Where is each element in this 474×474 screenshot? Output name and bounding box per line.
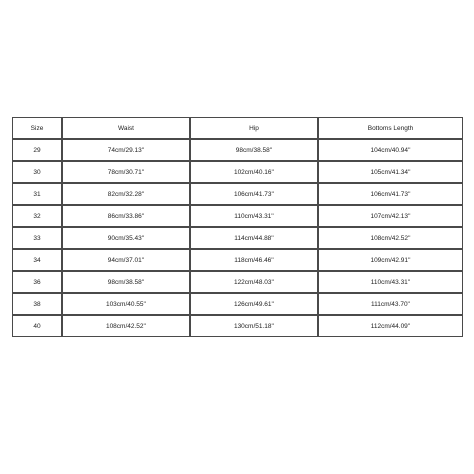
waist-cell: 82cm/32.28'' — [62, 183, 190, 205]
header-size: Size — [12, 117, 62, 139]
size-cell: 30 — [12, 161, 62, 183]
waist-cell: 94cm/37.01'' — [62, 249, 190, 271]
hip-cell: 106cm/41.73'' — [190, 183, 318, 205]
waist-cell: 90cm/35.43'' — [62, 227, 190, 249]
bottoms-length-cell: 110cm/43.31'' — [318, 271, 463, 293]
waist-cell: 98cm/38.58'' — [62, 271, 190, 293]
size-cell: 33 — [12, 227, 62, 249]
bottoms-length-cell: 112cm/44.09'' — [318, 315, 463, 337]
size-chart-body — [12, 139, 463, 337]
table-row — [12, 161, 463, 183]
size-chart-header — [12, 117, 463, 139]
header-waist: Waist — [62, 117, 190, 139]
size-cell: 31 — [12, 183, 62, 205]
waist-cell: 78cm/30.71'' — [62, 161, 190, 183]
table-row — [12, 271, 463, 293]
table-row — [12, 227, 463, 249]
table-row — [12, 205, 463, 227]
table-row — [12, 315, 463, 337]
table-row — [12, 249, 463, 271]
header-row — [12, 117, 463, 139]
hip-cell: 110cm/43.31'' — [190, 205, 318, 227]
bottoms-length-cell: 104cm/40.94'' — [318, 139, 463, 161]
table-row — [12, 139, 463, 161]
table-row — [12, 183, 463, 205]
bottoms-length-cell: 108cm/42.52'' — [318, 227, 463, 249]
bottoms-length-cell: 106cm/41.73'' — [318, 183, 463, 205]
size-cell: 32 — [12, 205, 62, 227]
hip-cell: 102cm/40.16'' — [190, 161, 318, 183]
hip-cell: 118cm/46.46'' — [190, 249, 318, 271]
hip-cell: 130cm/51.18'' — [190, 315, 318, 337]
waist-cell: 103cm/40.55'' — [62, 293, 190, 315]
hip-cell: 98cm/38.58'' — [190, 139, 318, 161]
bottoms-length-cell: 109cm/42.91'' — [318, 249, 463, 271]
hip-cell: 114cm/44.88'' — [190, 227, 318, 249]
waist-cell: 74cm/29.13'' — [62, 139, 190, 161]
bottoms-length-cell: 107cm/42.13'' — [318, 205, 463, 227]
waist-cell: 108cm/42.52'' — [62, 315, 190, 337]
size-cell: 38 — [12, 293, 62, 315]
hip-cell: 122cm/48.03'' — [190, 271, 318, 293]
table-row — [12, 293, 463, 315]
waist-cell: 86cm/33.86'' — [62, 205, 190, 227]
size-cell: 40 — [12, 315, 62, 337]
hip-cell: 126cm/49.61'' — [190, 293, 318, 315]
size-cell: 34 — [12, 249, 62, 271]
bottoms-length-cell: 105cm/41.34'' — [318, 161, 463, 183]
size-cell: 36 — [12, 271, 62, 293]
header-bottoms-length: Bottoms Length — [318, 117, 463, 139]
size-cell: 29 — [12, 139, 62, 161]
header-hip: Hip — [190, 117, 318, 139]
bottoms-length-cell: 111cm/43.70'' — [318, 293, 463, 315]
size-chart-table — [12, 117, 463, 337]
